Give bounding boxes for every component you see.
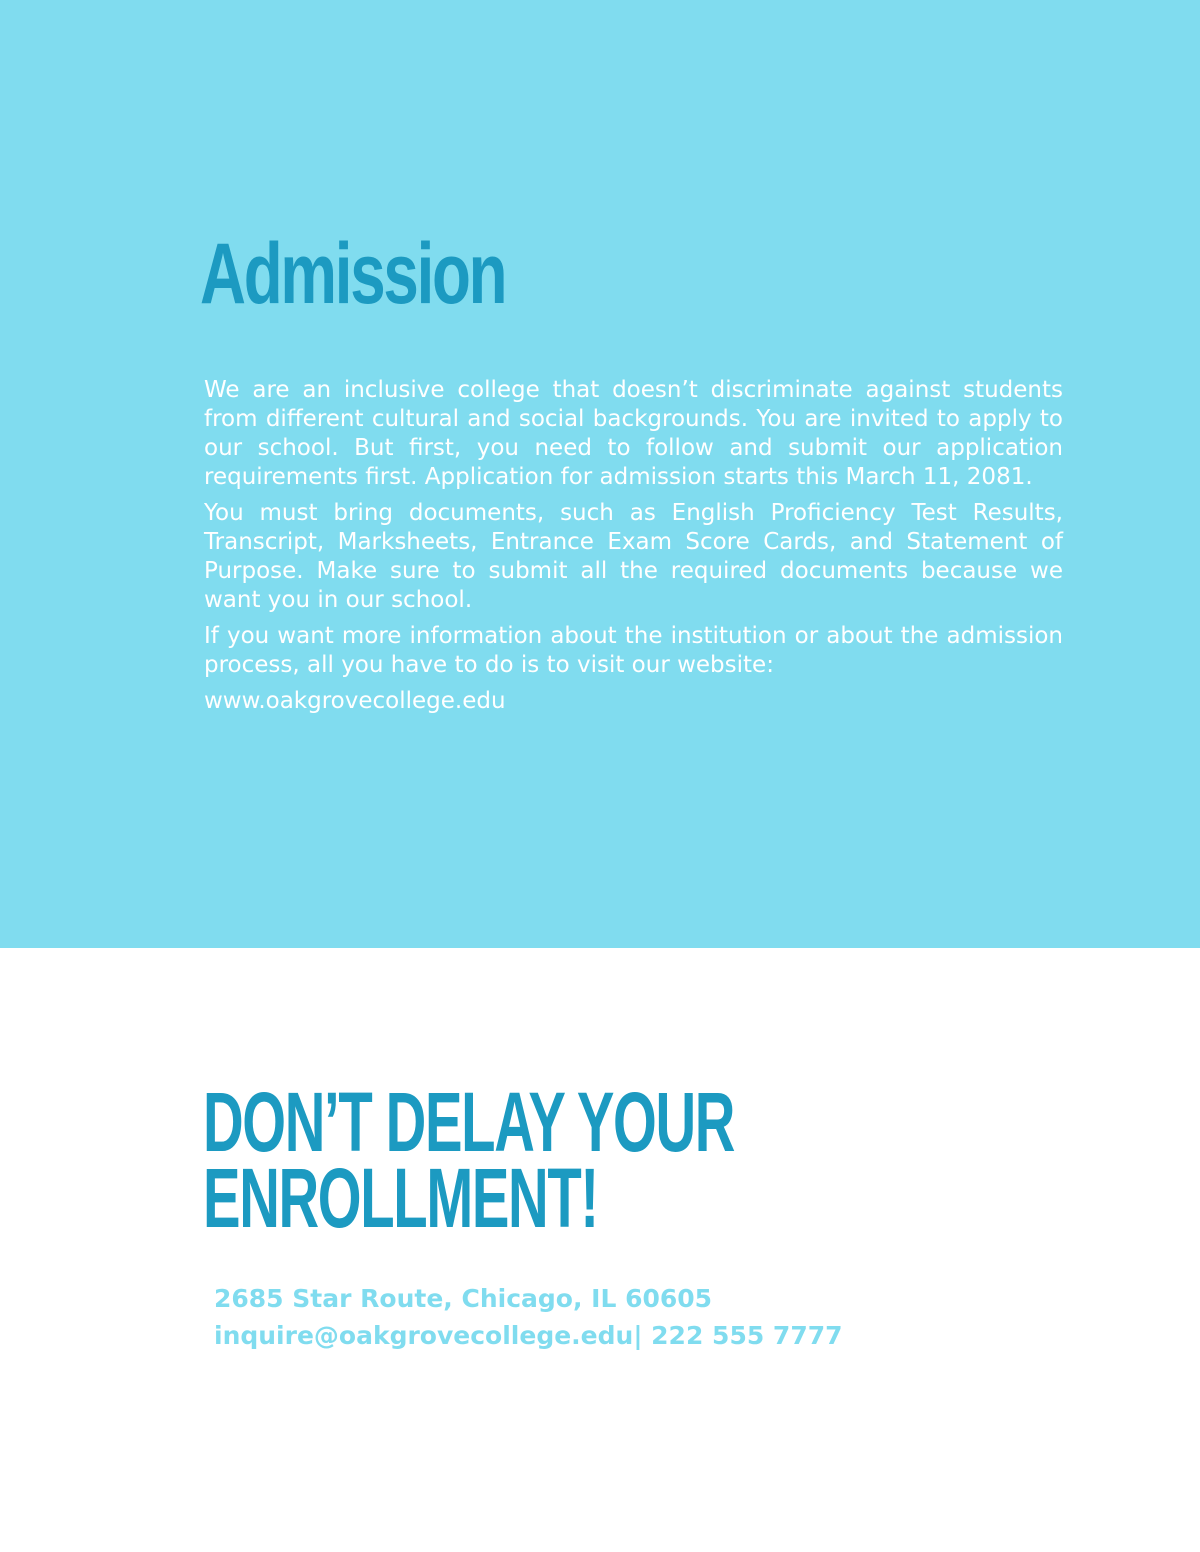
admission-body xyxy=(204,376,1063,723)
website-link[interactable]: www.oakgrovecollege.edu xyxy=(204,688,506,714)
contact-info xyxy=(214,1280,843,1354)
enrollment-headline xyxy=(203,1075,735,1245)
address: 2685 Star Route, Chicago, IL 60605 xyxy=(214,1284,713,1313)
admission-title: Admission xyxy=(200,226,506,322)
email-phone[interactable]: inquire@oakgrovecollege.edu| 222 555 7777 xyxy=(214,1321,843,1350)
enrollment-headline-line-1: DON’T DELAY YOUR xyxy=(203,1075,735,1169)
admission-paragraph-1: We are an inclusive college that doesn’t discriminate against students from different cultural and social backgrounds. You are invited to apply to our school. But first, you need to follow and submit our application requirements first. Application for admission starts this March 11, 2081. xyxy=(204,377,1063,490)
admission-paragraph-2: You must bring documents, such as English Proficiency Test Results, Transcript, Marksheets, Entrance Exam Score Cards, and Statement of Purpose. Make sure to submit all the required documents because we want you in our school. xyxy=(204,500,1063,613)
enrollment-headline-line-2: ENROLLMENT! xyxy=(203,1151,598,1245)
admission-paragraph-3: If you want more information about the institution or about the admission process, all you have to do is to visit our website: xyxy=(204,623,1063,678)
